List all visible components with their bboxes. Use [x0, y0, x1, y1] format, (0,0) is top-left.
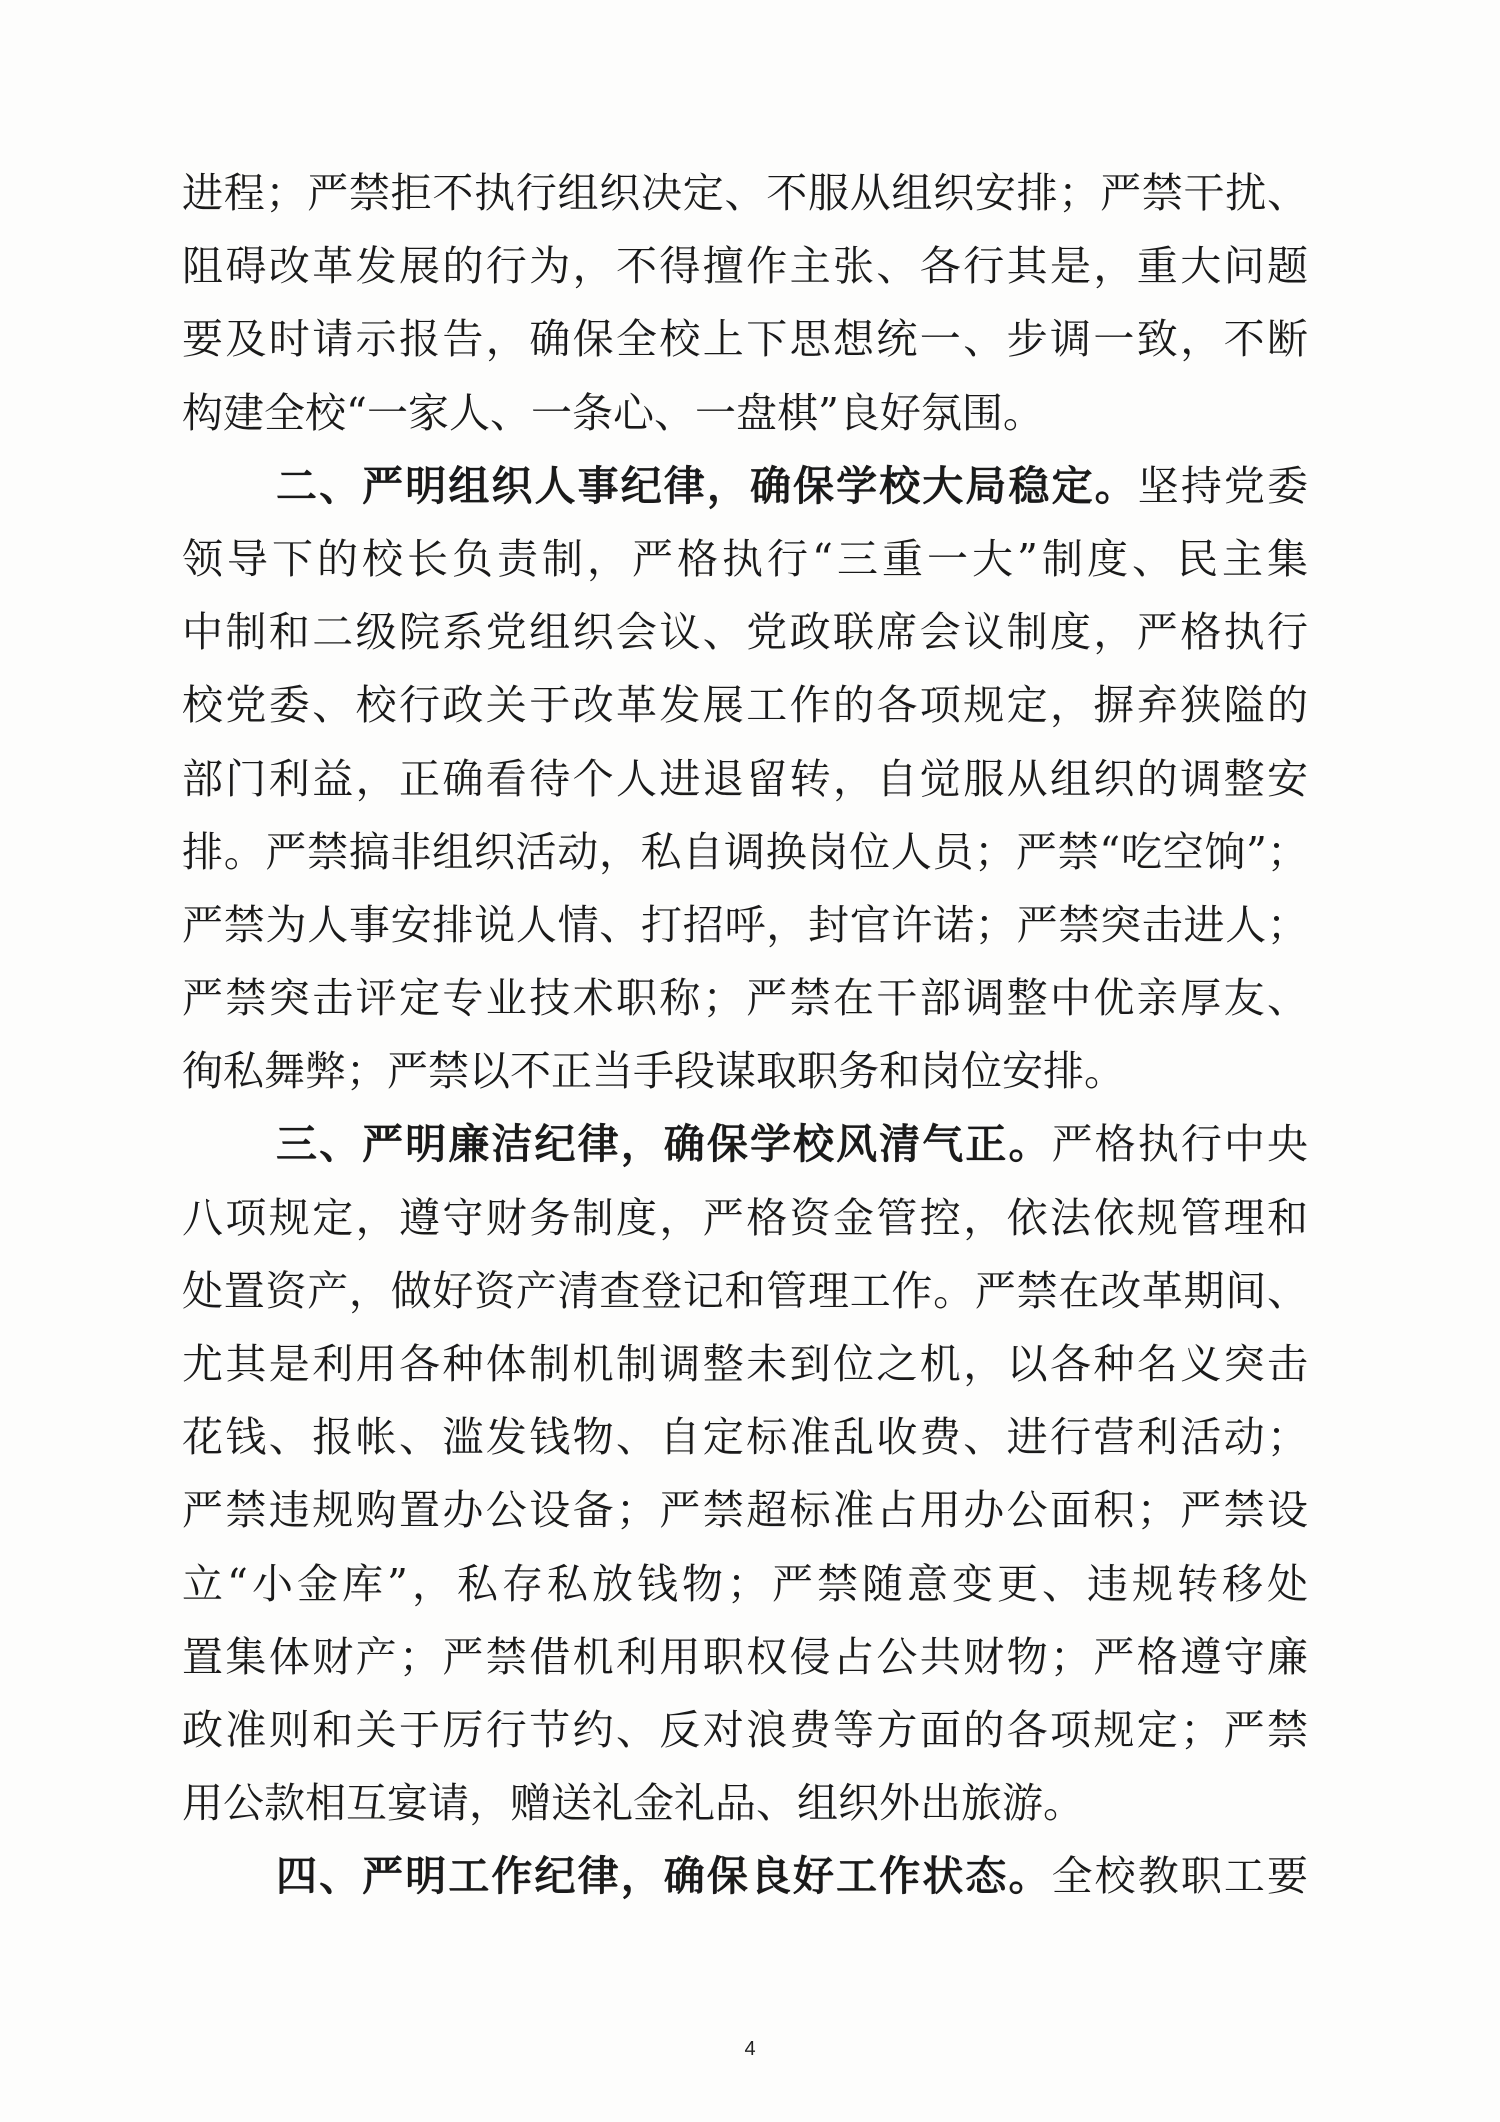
text-line: 徇私舞弊；严禁以不正当手段谋取职务和岗位安排。 [182, 1047, 1125, 1096]
section-line [182, 1840, 1308, 1913]
text-line: 严禁突击评定专业技术职称；严禁在干部调整中优亲厚友、 [182, 974, 1308, 1023]
section-text: 严格执行中央 [1051, 1120, 1309, 1169]
text-line: 领导下的校长负责制，严格执行“三重一大”制度、民主集 [182, 534, 1308, 583]
text-line: 排。严禁搞非组织活动，私自调换岗位人员；严禁“吃空饷”； [182, 827, 1308, 876]
text-line: 进程；严禁拒不执行组织决定、不服从组织安排；严禁干扰、 [182, 169, 1308, 217]
text-line: 立“小金库”，私存私放钱物；严禁随意变更、违规转移处 [182, 1559, 1308, 1608]
text-line: 置集体财产；严禁借机利用职权侵占公共财物；严格遵守廉 [182, 1632, 1308, 1681]
text-line: 中制和二级院系党组织会议、党政联席会议制度，严格执行 [182, 608, 1308, 657]
text-line: 花钱、报帐、滥发钱物、自定标准乱收费、进行营利活动； [182, 1413, 1308, 1462]
text-line: 八项规定，遵守财务制度，严格资金管控，依法依规管理和 [182, 1193, 1308, 1242]
text-line: 政准则和关于厉行节约、反对浪费等方面的各项规定；严禁 [182, 1705, 1308, 1754]
section-text: 全校教职工要 [1051, 1852, 1309, 1901]
text-line: 阻碍改革发展的行为，不得擅作主张、各行其是，重大问题 [182, 242, 1308, 291]
section-line [182, 450, 1308, 523]
text-line: 部门利益，正确看待个人进退留转，自觉服从组织的调整安 [182, 754, 1308, 803]
text-line: 严禁为人事安排说人情、打招呼，封官许诺；严禁突击进人； [182, 900, 1308, 949]
text-line: 构建全校“一家人、一条心、一盘棋”良好氛围。 [182, 388, 1044, 437]
text-line: 尤其是利用各种体制机制调整未到位之机，以各种名义突击 [182, 1340, 1308, 1388]
section-heading-3: 三、严明廉洁纪律，确保学校风清气正。 [276, 1120, 1052, 1169]
text-line: 要及时请示报告，确保全校上下思想统一、步调一致，不断 [182, 315, 1308, 364]
section-heading-4: 四、严明工作纪律，确保良好工作状态。 [276, 1852, 1052, 1901]
section-text: 坚持党委 [1137, 461, 1309, 510]
section-line [182, 1108, 1308, 1181]
section-heading-2: 二、严明组织人事纪律，确保学校大局稳定。 [276, 461, 1138, 510]
text-line: 处置资产，做好资产清查登记和管理工作。严禁在改革期间、 [182, 1266, 1308, 1315]
text-line: 校党委、校行政关于改革发展工作的各项规定，摒弃狭隘的 [182, 681, 1308, 730]
body-text [182, 157, 1308, 1914]
page-number: 4 [744, 2038, 756, 2060]
text-line: 严禁违规购置办公设备；严禁超标准占用办公面积；严禁设 [182, 1486, 1308, 1535]
text-line: 用公款相互宴请，赠送礼金礼品、组织外出旅游。 [182, 1779, 1084, 1828]
